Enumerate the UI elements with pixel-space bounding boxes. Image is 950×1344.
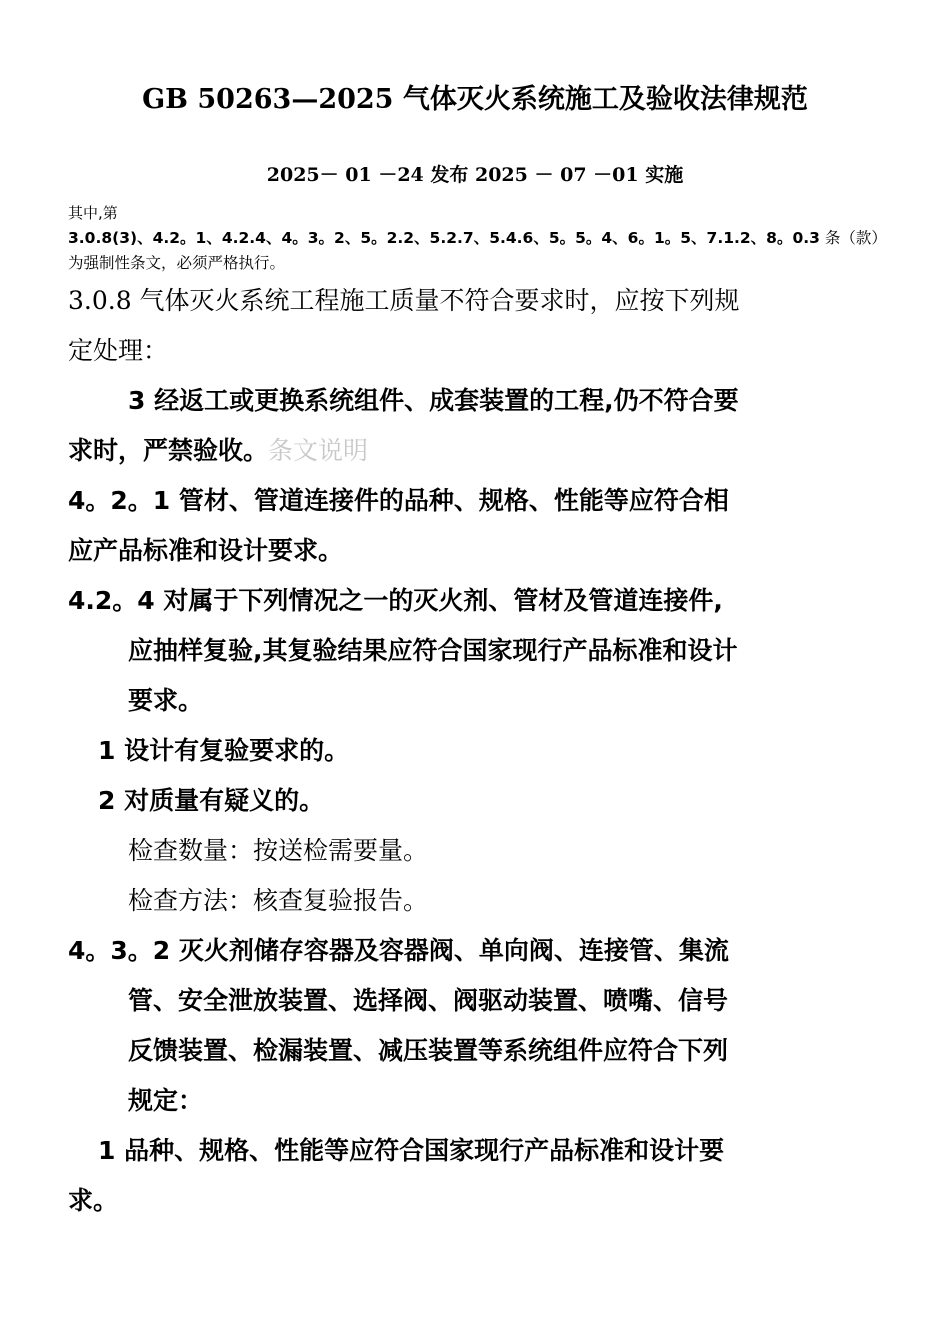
- clause-4-3-2-item-1-line-1: 1 品种、规格、性能等应符合国家现行产品标准和设计要: [98, 1136, 725, 1165]
- clause-4-3-2-line-3: 反馈装置、检漏装置、减压装置等系统组件应符合下列: [128, 1036, 729, 1065]
- clause-4-2-1-line-1: 4。2。1 管材、管道连接件的品种、规格、性能等应符合相: [68, 486, 729, 515]
- clause-4-2-4-line-2: 应抽样复验,其复验结果应符合国家现行产品标准和设计: [128, 636, 738, 665]
- clause-3-0-8-item-3-text: 求时，严禁验收。: [68, 436, 269, 465]
- clause-4-2-4-item-2: 2 对质量有疑义的。: [98, 786, 325, 815]
- clause-3-0-8-line-1: 3.0.8 气体灭火系统工程施工质量不符合要求时，应按下列规: [68, 286, 740, 315]
- mandatory-clause-list: 3.0.8(3)、4.2。1、4.2.4、4。3。2、5。2.2、5.2.7、5.4.6、5。5。4、6。1。5、7.1.2、8。0.3: [68, 229, 820, 247]
- clause-explanation-link[interactable]: 条文说明: [268, 436, 369, 465]
- clause-4-2-4-line-3: 要求。: [128, 686, 204, 715]
- clause-4-3-2-line-1: 4。3。2 灭火剂储存容器及容器阀、单向阀、连接管、集流: [68, 936, 729, 965]
- clause-4-2-4-item-1: 1 设计有复验要求的。: [98, 736, 350, 765]
- document-title: GB 50263—2025 气体灭火系统施工及验收法律规范: [142, 84, 808, 115]
- mandatory-note: [68, 226, 883, 276]
- clause-4-2-4-line-1: 4.2。4 对属于下列情况之一的灭火剂、管材及管道连接件,: [68, 586, 723, 615]
- clause-3-0-8-line-2: 定处理：: [68, 336, 169, 365]
- clause-4-3-2-line-2: 管、安全泄放装置、选择阀、阀驱动装置、喷嘴、信号: [128, 986, 729, 1015]
- clause-4-2-1-line-2: 应产品标准和设计要求。: [68, 536, 344, 565]
- clause-4-2-4-check-method: 检查方法：核查复验报告。: [128, 886, 429, 915]
- clause-3-0-8-item-3-line-2: [68, 433, 368, 469]
- clause-3-0-8-item-3-line-1: 3 经返工或更换系统组件、成套装置的工程,仍不符合要: [128, 386, 739, 415]
- clause-4-3-2-line-4: 规定：: [128, 1086, 204, 1115]
- clause-4-3-2-item-1-line-2: 求。: [68, 1186, 119, 1215]
- publish-dates: 2025－ 01 －24 发布 2025 － 07 －01 实施: [266, 164, 684, 186]
- mandatory-note-lead: 其中,第: [68, 204, 118, 222]
- mandatory-note-suffix: 条（款）为强制性条文，必须严格执行。: [68, 229, 880, 272]
- clause-4-2-4-check-quantity: 检查数量：按送检需要量。: [128, 836, 429, 865]
